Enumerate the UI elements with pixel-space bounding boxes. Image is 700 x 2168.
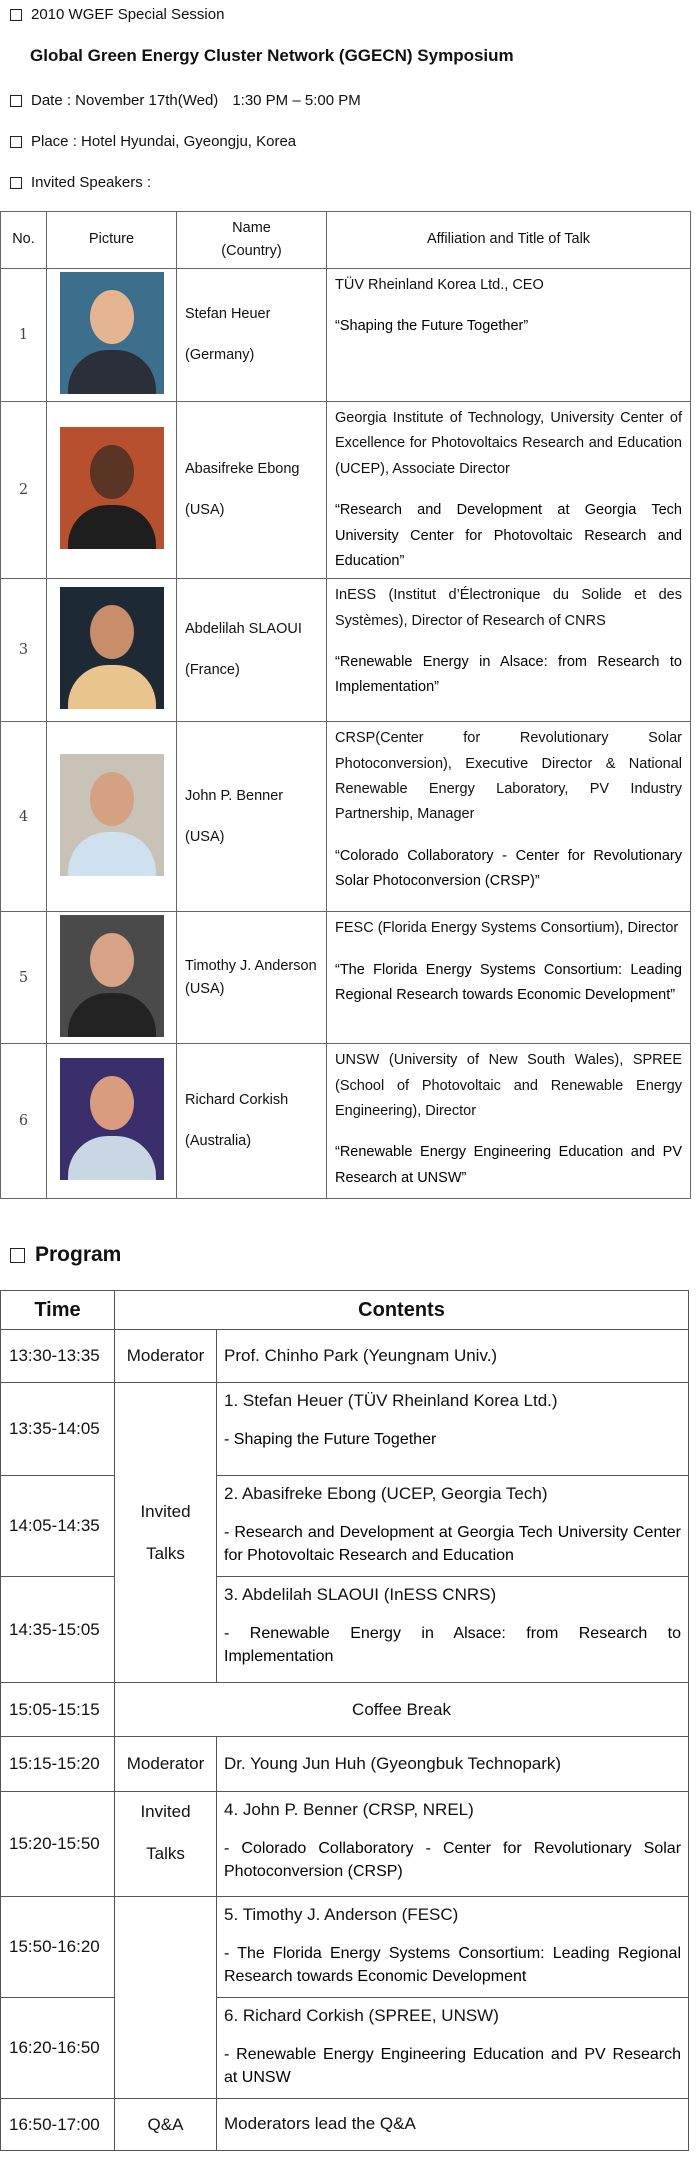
speaker-affiliation-cell	[327, 1044, 691, 1199]
speaker-talk-title: “Shaping the Future Together”	[335, 318, 529, 335]
speaker-photo	[60, 272, 164, 394]
checkbox-icon	[10, 136, 22, 148]
invited-text: Invited Speakers :	[31, 174, 152, 191]
table-row	[1, 1476, 689, 1577]
content-cell: 6. Richard Corkish (SPREE, UNSW) - Renewable Energy Engineering Education and PV Research at UNSW	[217, 1998, 689, 2099]
program-header-row	[1, 1291, 689, 1330]
speaker-affiliation-cell	[327, 269, 691, 402]
speaker-name: John P. Benner	[185, 787, 284, 804]
speaker-affiliation: InESS (Institut d’Électronique du Solide et des Systèmes), Director of Research of CNRS	[335, 587, 682, 629]
speaker-picture-cell	[47, 722, 177, 912]
content-cell: Coffee Break	[115, 1683, 689, 1737]
speaker-number: 3	[1, 579, 47, 722]
speaker-country: (USA)	[185, 828, 225, 845]
speaker-affiliation: FESC (Florida Energy Systems Consortium), Director	[335, 920, 679, 937]
program-heading-text: Program	[35, 1243, 122, 1266]
time-cell: 14:05-14:35	[1, 1476, 115, 1577]
table-row	[1, 1683, 689, 1737]
table-row	[1, 1737, 689, 1792]
time-cell: 14:35-15:05	[1, 1577, 115, 1683]
role-cell: Q&A	[115, 2099, 217, 2151]
content-cell: 3. Abdelilah SLAOUI (InESS CNRS) - Renewable Energy in Alsace: from Research to Implementation	[217, 1577, 689, 1683]
speaker-row	[1, 912, 691, 1044]
content-cell: 2. Abasifreke Ebong (UCEP, Georgia Tech) - Research and Development at Georgia Tech University Center for Photovoltaic Research and Education	[217, 1476, 689, 1577]
speaker-picture-cell	[47, 402, 177, 579]
role-cell: Invited Talks	[115, 1792, 217, 1897]
content-cell: Prof. Chinho Park (Yeungnam Univ.)	[217, 1330, 689, 1383]
speaker-picture-cell	[47, 579, 177, 722]
speaker-affiliation-cell	[327, 579, 691, 722]
speaker-country: (USA)	[185, 502, 225, 519]
header-time: Time	[1, 1291, 115, 1330]
table-row	[1, 1998, 689, 2099]
checkbox-icon	[10, 177, 22, 189]
speaker-row	[1, 269, 691, 402]
speaker-row	[1, 579, 691, 722]
speaker-talk-title: “Colorado Collaboratory - Center for Revolutionary Solar Photoconversion (CRSP)”	[335, 847, 682, 890]
speaker-country: (Germany)	[185, 347, 255, 363]
speaker-country: (France)	[185, 662, 240, 679]
speaker-affiliation: UNSW (University of New South Wales), SPREE (School of Photovoltaic and Renewable Energy Engineering), Director	[335, 1052, 682, 1119]
invited-line	[10, 174, 151, 191]
speaker-row	[1, 722, 691, 912]
speaker-number: 5	[1, 912, 47, 1044]
speaker-name: Abdelilah SLAOUI	[185, 621, 302, 638]
checkbox-icon	[10, 9, 22, 21]
speakers-table	[0, 211, 691, 1199]
program-heading	[10, 1243, 121, 1267]
table-row	[1, 1383, 689, 1476]
speaker-name-cell	[177, 912, 327, 1044]
speaker-photo	[60, 587, 164, 709]
content-cell: Dr. Young Jun Huh (Gyeongbuk Technopark)	[217, 1737, 689, 1792]
speaker-affiliation-cell	[327, 722, 691, 912]
place-text: Place : Hotel Hyundai, Gyeongju, Korea	[31, 133, 297, 150]
table-row	[1, 1897, 689, 1998]
date-line	[10, 92, 361, 109]
speaker-name: Timothy J. Anderson (USA)	[185, 957, 317, 997]
header-picture: Picture	[47, 212, 177, 269]
time-cell: 16:20-16:50	[1, 1998, 115, 2099]
symposium-title: Global Green Energy Cluster Network (GGECN) Symposium	[30, 46, 514, 65]
time-cell: 13:35-14:05	[1, 1383, 115, 1476]
speaker-picture-cell	[47, 912, 177, 1044]
time-range-text: 1:30 PM – 5:00 PM	[232, 92, 361, 109]
time-cell: 15:05-15:15	[1, 1683, 115, 1737]
speaker-name: Abasifreke Ebong	[185, 460, 300, 477]
speakers-header-row	[1, 212, 691, 269]
speaker-photo	[60, 754, 164, 876]
speaker-talk-title: “Renewable Energy in Alsace: from Research to Implementation”	[335, 654, 682, 696]
role-cell: Moderator	[115, 1737, 217, 1792]
speaker-number: 2	[1, 402, 47, 579]
table-row	[1, 1330, 689, 1383]
speaker-name-cell	[177, 1044, 327, 1199]
speaker-row	[1, 402, 691, 579]
speaker-name: Stefan Heuer	[185, 305, 271, 322]
speaker-photo	[60, 1058, 164, 1180]
speaker-affiliation: TÜV Rheinland Korea Ltd., CEO	[335, 277, 544, 293]
program-table	[0, 1290, 689, 2151]
header-contents: Contents	[115, 1291, 689, 1330]
speaker-number: 1	[1, 269, 47, 402]
session-text: 2010 WGEF Special Session	[31, 6, 225, 23]
speaker-picture-cell	[47, 269, 177, 402]
role-cell: Invited Talks	[115, 1383, 217, 1683]
table-row	[1, 1792, 689, 1897]
speaker-name-cell	[177, 269, 327, 402]
speaker-number: 4	[1, 722, 47, 912]
time-cell: 15:20-15:50	[1, 1792, 115, 1897]
speaker-affiliation: Georgia Institute of Technology, University Center of Excellence for Photovoltaics Research and Education (UCEP), Associate Director	[335, 410, 682, 477]
table-row	[1, 2099, 689, 2151]
speaker-affiliation-cell	[327, 402, 691, 579]
speaker-photo	[60, 915, 164, 1037]
time-cell: 15:50-16:20	[1, 1897, 115, 1998]
time-cell: 15:15-15:20	[1, 1737, 115, 1792]
speaker-row	[1, 1044, 691, 1199]
content-cell: Moderators lead the Q&A	[217, 2099, 689, 2151]
date-text: Date : November 17th(Wed)	[31, 92, 219, 109]
header-affiliation: Affiliation and Title of Talk	[327, 212, 691, 269]
speaker-name-cell	[177, 402, 327, 579]
speaker-picture-cell	[47, 1044, 177, 1199]
session-line	[10, 6, 224, 23]
checkbox-icon	[10, 95, 22, 107]
header-no: No.	[1, 212, 47, 269]
header-name: Name (Country)	[177, 212, 327, 269]
speaker-affiliation-cell	[327, 912, 691, 1044]
table-row	[1, 1577, 689, 1683]
speaker-photo	[60, 427, 164, 549]
role-cell	[115, 1897, 217, 2099]
speaker-talk-title: “Research and Development at Georgia Tech University Center for Photovoltaic Research and Education”	[335, 502, 682, 569]
time-cell: 16:50-17:00	[1, 2099, 115, 2151]
speaker-country: (Australia)	[185, 1133, 252, 1150]
role-cell: Moderator	[115, 1330, 217, 1383]
content-cell: 4. John P. Benner (CRSP, NREL) - Colorado Collaboratory - Center for Revolutionary Solar Photoconversion (CRSP)	[217, 1792, 689, 1897]
checkbox-icon	[10, 1248, 25, 1263]
content-cell: 1. Stefan Heuer (TÜV Rheinland Korea Ltd.) - Shaping the Future Together	[217, 1383, 689, 1476]
speaker-name-cell	[177, 722, 327, 912]
speaker-name-cell	[177, 579, 327, 722]
speaker-affiliation: CRSP(Center for Revolutionary Solar Photoconversion), Executive Director & National Renewable Energy Laboratory, PV Industry Partnership, Manager	[335, 730, 682, 823]
speaker-talk-title: “The Florida Energy Systems Consortium: Leading Regional Research towards Economic Development”	[335, 961, 682, 1003]
speaker-number: 6	[1, 1044, 47, 1199]
place-line	[10, 133, 296, 150]
speaker-name: Richard Corkish	[185, 1092, 289, 1109]
speaker-talk-title: “Renewable Energy Engineering Education and PV Research at UNSW”	[335, 1144, 682, 1186]
time-cell: 13:30-13:35	[1, 1330, 115, 1383]
content-cell: 5. Timothy J. Anderson (FESC) - The Florida Energy Systems Consortium: Leading Regional Research towards Economic Development	[217, 1897, 689, 1998]
